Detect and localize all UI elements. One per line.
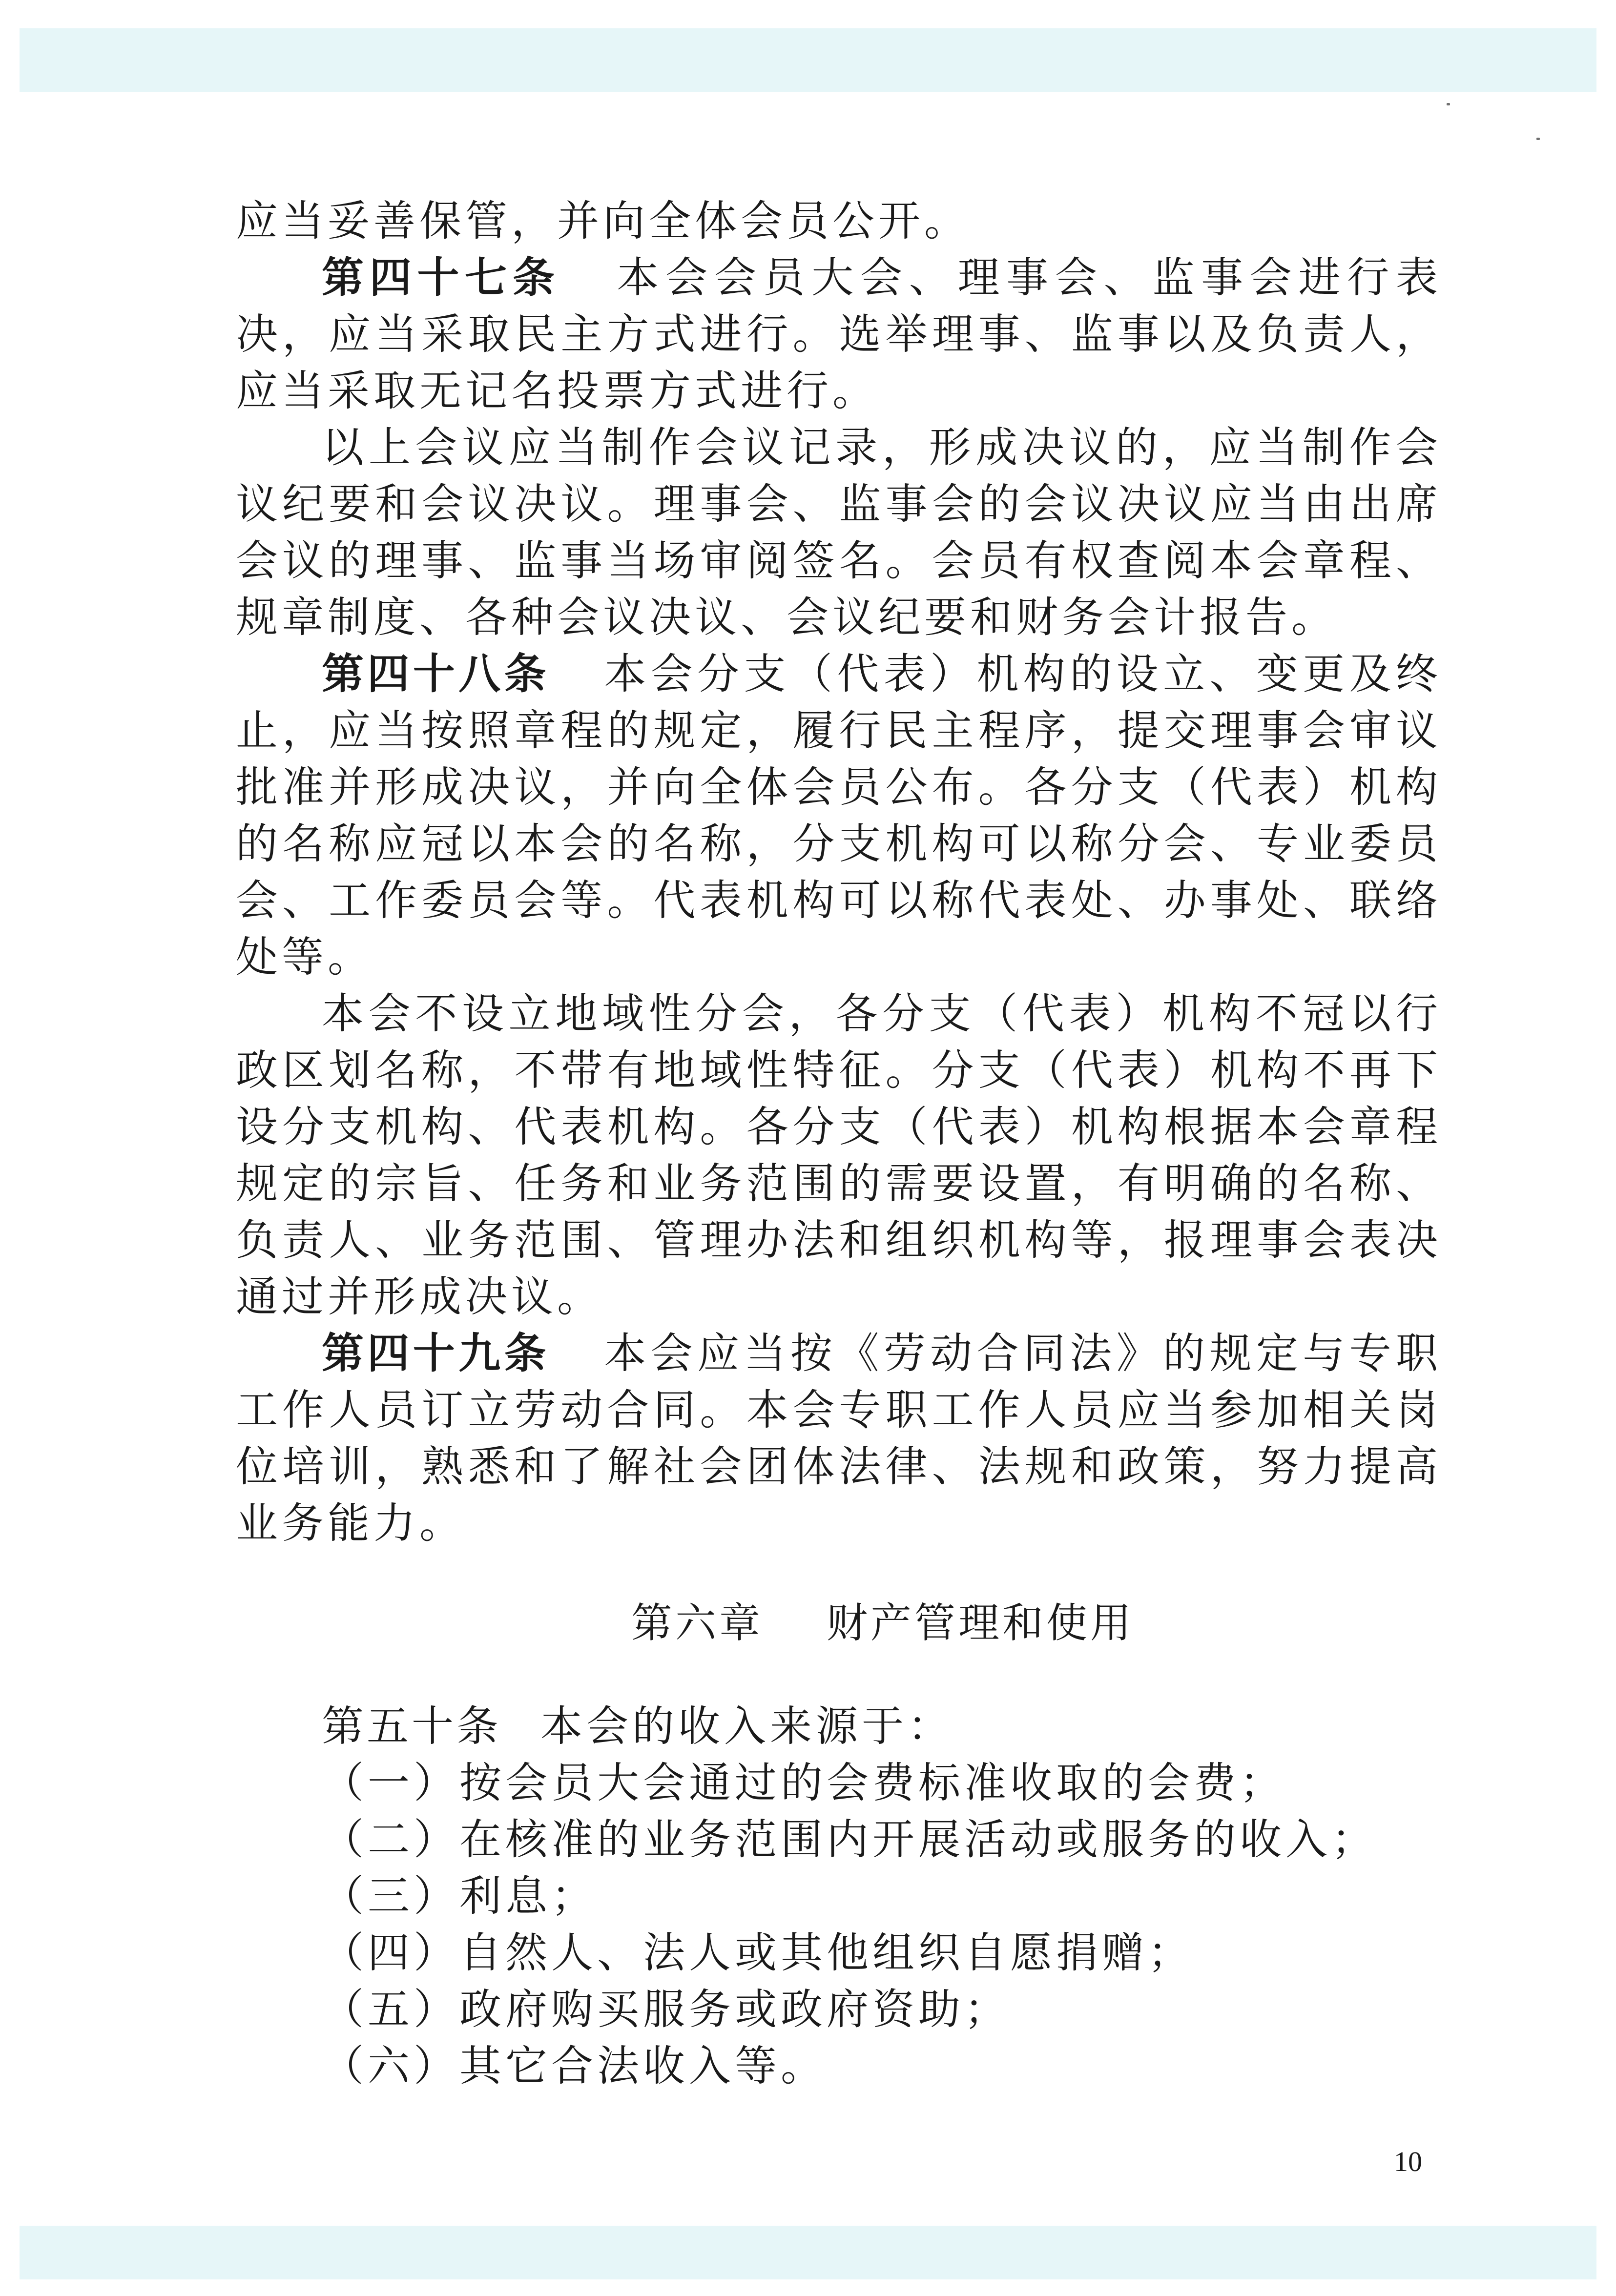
chapter-title: 财产管理和使用 — [827, 1599, 1135, 1647]
paragraph-text: 本会不设立地域性分会，各分支（代表）机构不冠以行政区划名称，不带有地域性特征。分支（代表）机构不再下设分支机构、代表机构。各分支（代表）机构根据本会章程规定的宗旨、任务和业务范围的需要设置，有明确的名称、负责人、业务范围、管理办法和组织机构等，报理事会表决通过并形成决议。 — [236, 989, 1442, 1321]
document-body — [236, 193, 1442, 2094]
article-48 — [236, 646, 1442, 985]
scan-band-bottom — [20, 2226, 1596, 2279]
list-item: （二）在核准的业务范围内开展活动或服务的收入； — [322, 1815, 1377, 1864]
page-number: 10 — [1394, 2146, 1422, 2177]
scan-speck — [1536, 138, 1540, 140]
article-text: 本会分支（代表）机构的设立、变更及终止，应当按照章程的规定，履行民主程序，提交理事会审议批准并形成决议，并向全体会员公布。各分支（代表）机构的名称应冠以本会的名称，分支机构可以称分会、专业委员会、工作委员会等。代表机构可以称代表处、办事处、联络处等。 — [236, 650, 1442, 982]
chapter-heading — [236, 1595, 1442, 1651]
article-number: 第四十八条 — [322, 650, 550, 698]
scan-speck — [1447, 103, 1450, 105]
article-number: 第四十七条 — [322, 253, 560, 302]
list-item: （四）自然人、法人或其他组织自愿捐赠； — [322, 1928, 1194, 1977]
list-item: （三）利息； — [322, 1872, 597, 1921]
article-text: 本会会员大会、理事会、监事会进行表决，应当采取民主方式进行。选举理事、监事以及负责人，应当采取无记名投票方式进行。 — [236, 253, 1442, 415]
article-49 — [236, 1325, 1442, 1552]
list-item: （一）按会员大会通过的会费标准收取的会费； — [322, 1759, 1285, 1807]
article-text: 本会的收入来源于： — [540, 1702, 953, 1751]
article-number: 第五十条 — [322, 1702, 501, 1751]
paragraph — [236, 193, 1442, 249]
paragraph — [236, 985, 1442, 1325]
list-item: （六）其它合法收入等。 — [322, 2042, 827, 2091]
article-number: 第四十九条 — [322, 1329, 550, 1378]
list-item: （五）政府购买服务或政府资助； — [322, 1985, 1010, 2034]
paragraph-text: 以上会议应当制作会议记录，形成决议的，应当制作会议纪要和会议决议。理事会、监事会的会议决议应当由出席会议的理事、监事当场审阅签名。会员有权查阅本会章程、规章制度、各种会议决议、会议纪要和财务会计报告。 — [236, 423, 1442, 642]
income-source-list — [236, 1755, 1442, 2094]
paragraph — [236, 419, 1442, 646]
article-text: 本会应当按《劳动合同法》的规定与专职工作人员订立劳动合同。本会专职工作人员应当参加相关岗位培训，熟悉和了解社会团体法律、法规和政策，努力提高业务能力。 — [236, 1329, 1442, 1548]
paragraph-text: 应当妥善保管，并向全体会员公开。 — [236, 197, 970, 246]
scan-band-top — [20, 28, 1596, 92]
chapter-number: 第六章 — [631, 1599, 763, 1647]
article-47 — [236, 249, 1442, 419]
article-50 — [236, 1698, 1442, 1755]
